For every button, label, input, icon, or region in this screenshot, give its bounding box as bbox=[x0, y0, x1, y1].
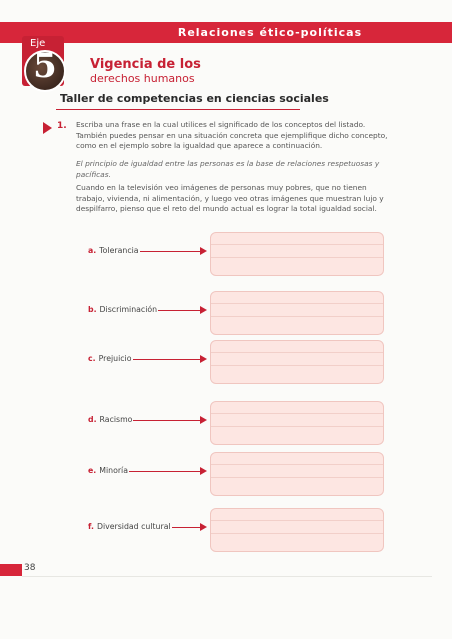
connector-arrow-icon bbox=[200, 247, 207, 255]
activity-number: 1. bbox=[57, 121, 67, 131]
connector-arrow-icon bbox=[200, 467, 207, 475]
answer-line bbox=[211, 257, 383, 258]
activity-example: Cuando en la televisión veo imágenes de personas muy pobres, que no tienen trabajo, vivienda, ni alimentación, y luego veo otras imágenes que muestran lujo y despilfarro, pienso que el reto del mundo actual es lograr la total igualdad social. bbox=[76, 183, 384, 213]
connector-line bbox=[172, 527, 201, 528]
answer-box[interactable] bbox=[210, 232, 384, 276]
concept-text: Racismo bbox=[99, 415, 133, 424]
answer-box[interactable] bbox=[210, 401, 384, 445]
header-title: Relaciones ético-políticas bbox=[177, 26, 363, 39]
answer-line bbox=[211, 316, 383, 317]
connector-line bbox=[133, 420, 201, 421]
concept-text: Diversidad cultural bbox=[96, 522, 171, 531]
concept-label bbox=[88, 246, 139, 255]
connector-line bbox=[133, 359, 201, 360]
concept-label bbox=[88, 354, 132, 363]
connector-arrow-icon bbox=[200, 355, 207, 363]
activity-quote: El principio de igualdad entre las personas es la base de relaciones respetuosas y pacíficas. bbox=[76, 159, 380, 179]
section-title: Vigencia de los bbox=[90, 57, 201, 72]
answer-line bbox=[211, 413, 383, 414]
footer-divider bbox=[22, 576, 432, 577]
answer-line bbox=[211, 533, 383, 534]
concept-letter: c. bbox=[88, 354, 96, 363]
divider bbox=[56, 109, 300, 110]
eje-label: Eje bbox=[30, 38, 46, 49]
concept-letter: d. bbox=[88, 415, 97, 424]
answer-line bbox=[211, 520, 383, 521]
answer-line bbox=[211, 244, 383, 245]
concept-label bbox=[88, 305, 157, 314]
answer-line bbox=[211, 303, 383, 304]
section-subtitle: derechos humanos bbox=[90, 72, 195, 85]
answer-line bbox=[211, 477, 383, 478]
concept-text: Tolerancia bbox=[99, 246, 139, 255]
workshop-title: Taller de competencias en ciencias sociales bbox=[60, 92, 329, 105]
triangle-arrow-icon bbox=[43, 122, 52, 134]
page-tab bbox=[0, 564, 22, 576]
concept-letter: a. bbox=[88, 246, 97, 255]
concept-text: Minoría bbox=[99, 466, 129, 475]
answer-line bbox=[211, 352, 383, 353]
page-number: 38 bbox=[24, 563, 36, 573]
connector-arrow-icon bbox=[200, 523, 207, 531]
concept-text: Discriminación bbox=[99, 305, 158, 314]
answer-line bbox=[211, 365, 383, 366]
connector-line bbox=[129, 471, 201, 472]
concept-letter: f. bbox=[88, 522, 94, 531]
concept-letter: e. bbox=[88, 466, 97, 475]
concept-label bbox=[88, 466, 128, 475]
connector-line bbox=[158, 310, 201, 311]
concept-label bbox=[88, 522, 171, 531]
activity-instruction: Escriba una frase en la cual utilices el significado de los conceptos del listado. También puedes pensar en una situación concreta que ejemplifique dicho concepto, como en el ejemplo sobre la igualdad que aparece a continuación. bbox=[76, 120, 388, 150]
eje-number: 5 bbox=[33, 46, 57, 86]
answer-box[interactable] bbox=[210, 508, 384, 552]
connector-arrow-icon bbox=[200, 416, 207, 424]
concept-text: Prejuicio bbox=[98, 354, 132, 363]
answer-line bbox=[211, 464, 383, 465]
answer-line bbox=[211, 426, 383, 427]
answer-box[interactable] bbox=[210, 340, 384, 384]
answer-box[interactable] bbox=[210, 452, 384, 496]
concept-label bbox=[88, 415, 132, 424]
connector-line bbox=[140, 251, 201, 252]
concept-letter: b. bbox=[88, 305, 97, 314]
answer-box[interactable] bbox=[210, 291, 384, 335]
connector-arrow-icon bbox=[200, 306, 207, 314]
